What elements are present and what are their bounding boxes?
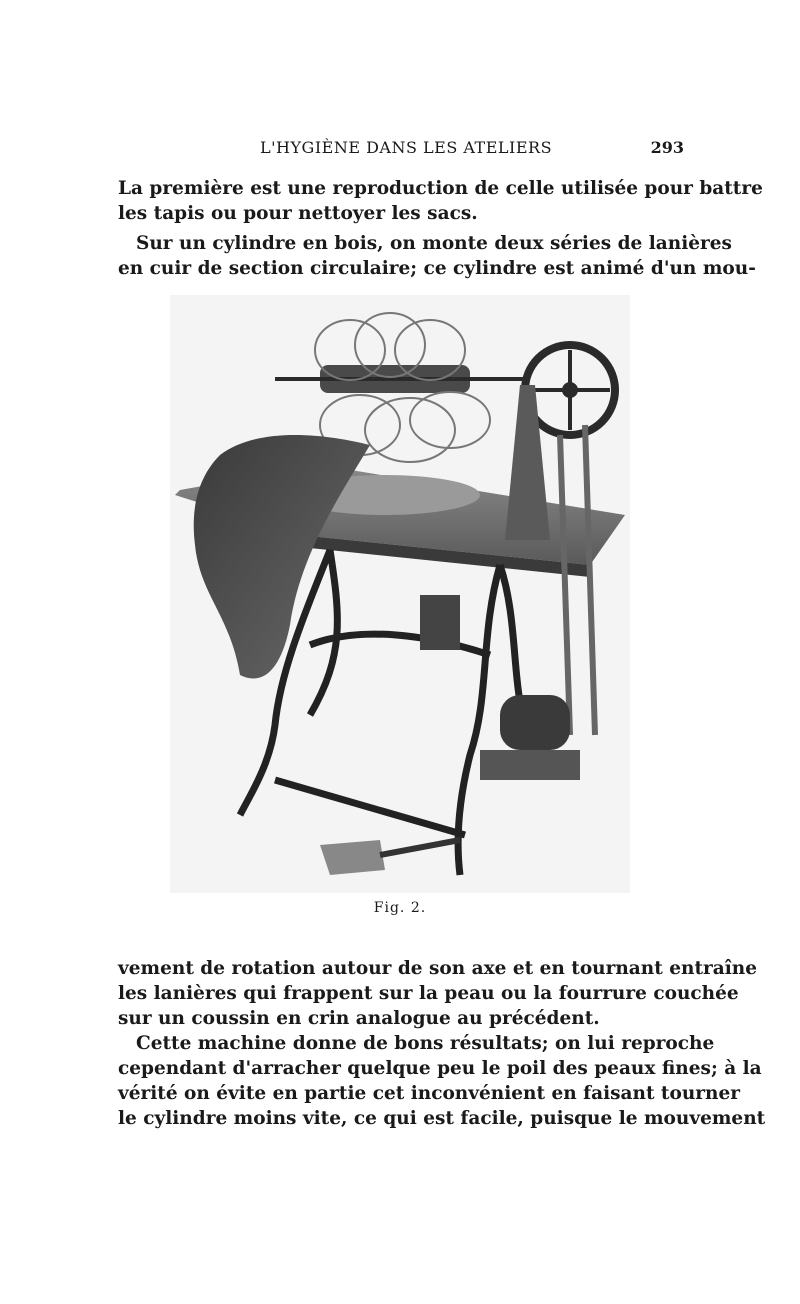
running-head [118, 138, 684, 162]
running-title: L'HYGIÈNE DANS LES ATELIERS [260, 138, 553, 157]
figure-caption: Fig. 2. [373, 900, 427, 916]
figure-machine-illustration [170, 295, 630, 893]
text-line: sur un coussin en crin analogue au précédent. [118, 1008, 600, 1029]
text-line: Cette machine donne de bons résultats; on lui reproche [136, 1033, 715, 1054]
paragraph-2 [118, 231, 756, 281]
page-number: 293 [650, 138, 684, 157]
text-line: les lanières qui frappent sur la peau ou la fourrure couchée [118, 983, 739, 1004]
text-line: le cylindre moins vite, ce qui est facile, puisque le mouvement [118, 1108, 766, 1129]
paragraph-4 [118, 1031, 766, 1131]
text-line: La première est une reproduction de celle utilisée pour battre [118, 178, 763, 199]
fur-beating-machine-illustration [170, 295, 630, 893]
text-line: en cuir de section circulaire; ce cylindre est animé d'un mou- [118, 258, 756, 279]
text-line: Sur un cylindre en bois, on monte deux séries de lanières [136, 233, 732, 254]
text-line: les tapis ou pour nettoyer les sacs. [118, 203, 478, 224]
text-line: vement de rotation autour de son axe et en tournant entraîne [118, 958, 757, 979]
paragraph-3 [118, 956, 757, 1031]
paragraph-1 [118, 176, 763, 226]
text-line: cependant d'arracher quelque peu le poil des peaux fines; à la [118, 1058, 762, 1079]
text-line: vérité on évite en partie cet inconvénient en faisant tourner [118, 1083, 740, 1104]
